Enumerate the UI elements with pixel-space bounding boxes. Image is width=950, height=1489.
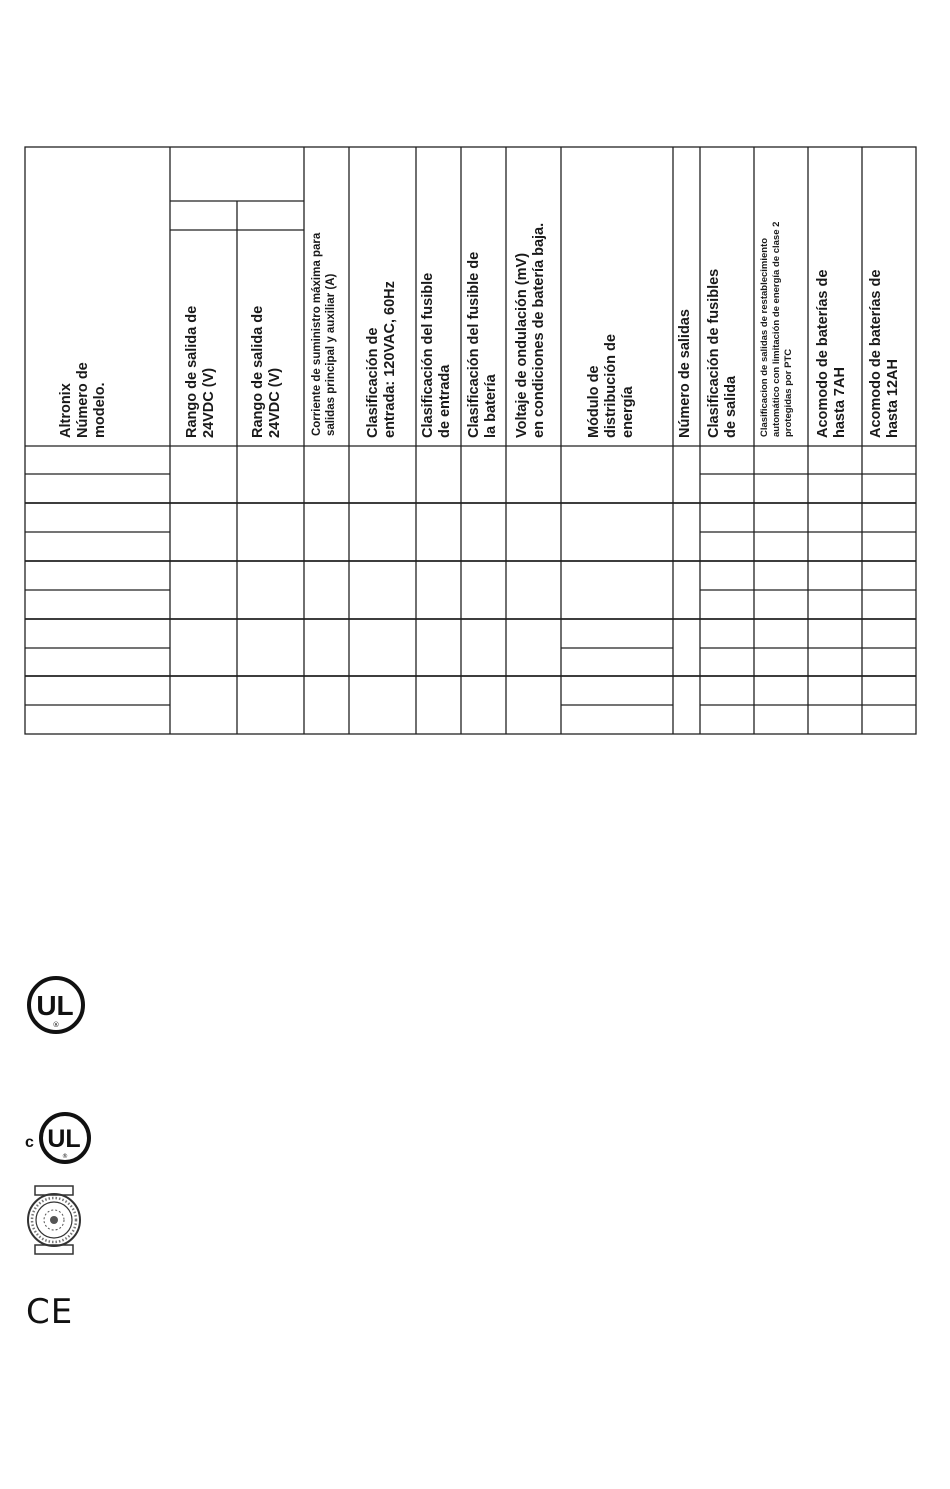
header-distribution-module-line1: Módulo de <box>586 365 602 438</box>
header-range-a-line2: 24VDC (V) <box>201 367 217 438</box>
cul-listed-icon <box>22 1110 96 1166</box>
header-output-fuse-line1: Clasificación de fusibles <box>706 268 722 438</box>
header-model-line1: Altronix <box>58 383 74 438</box>
header-model <box>58 362 109 438</box>
header-range-a <box>184 306 218 438</box>
header-battery-7ah <box>815 270 849 438</box>
header-battery-fuse-line1: Clasificación del fusible de <box>466 251 482 438</box>
csfm-seal-icon <box>24 1184 84 1256</box>
header-model-line3: modelo. <box>92 382 108 438</box>
header-outputs-line1: Número de salidas <box>677 309 693 438</box>
header-range-b-line1: Rango de salida de <box>250 305 266 438</box>
header-current-line2: salidas principal y auxiliar (A) <box>325 273 337 436</box>
header-output-fuse-line2: de salida <box>723 375 739 438</box>
header-battery-7ah-line2: hasta 7AH <box>832 367 848 438</box>
header-distribution-module-line3: energía <box>620 386 636 438</box>
header-range-b-line2: 24VDC (V) <box>267 367 283 438</box>
header-range-a-line1: Rango de salida de <box>184 305 200 438</box>
header-distribution-module <box>586 334 637 438</box>
svg-text:®: ® <box>52 1021 60 1029</box>
header-ripple-line1: Voltaje de ondulación (mV) <box>514 252 530 438</box>
header-input-rating-line2: entrada: 120VAC, 60Hz <box>382 281 398 438</box>
header-ptc-line1: Clasificacion de salidas de restablecimiento <box>759 237 770 437</box>
header-distribution-module-line2: distribución de <box>603 334 619 438</box>
header-battery-12ah <box>868 270 902 438</box>
cul-prefix: c <box>25 1134 34 1151</box>
header-battery-12ah-line2: hasta 12AH <box>885 359 901 438</box>
header-battery-fuse-line2: la batería <box>483 374 499 438</box>
header-battery-12ah-line1: Acomodo de baterías de <box>868 269 884 438</box>
header-ptc-line3: protegidas por PTC <box>783 348 794 437</box>
header-input-rating <box>365 281 399 438</box>
ul-listed-icon <box>24 975 88 1035</box>
header-input-fuse-line1: Clasificación del fusible <box>420 272 436 438</box>
ce-letters: CE <box>26 1292 74 1330</box>
header-current <box>310 233 338 436</box>
header-ptc <box>759 222 795 437</box>
header-battery-fuse <box>466 252 500 438</box>
header-ripple-line2: en condiciones de batería baja. <box>531 222 547 438</box>
header-ripple <box>514 223 548 438</box>
svg-text:®: ® <box>62 1153 68 1160</box>
ul-letters: UL <box>36 990 74 1021</box>
cul-letters: UL <box>47 1125 81 1153</box>
ce-mark-icon <box>24 1290 84 1330</box>
header-battery-7ah-line1: Acomodo de baterías de <box>815 269 831 438</box>
header-input-rating-line1: Clasificación de <box>365 327 381 438</box>
header-ptc-line2: automático con limitación de energía de clase 2 <box>771 221 782 437</box>
header-output-fuse <box>706 269 740 438</box>
header-current-line1: Corriente de suministro máxima para <box>311 232 323 436</box>
header-outputs <box>677 309 694 438</box>
header-range-b <box>250 306 284 438</box>
header-input-fuse-line2: de entrada <box>437 364 453 438</box>
header-input-fuse <box>420 273 454 438</box>
header-model-line2: Número de <box>75 362 91 438</box>
